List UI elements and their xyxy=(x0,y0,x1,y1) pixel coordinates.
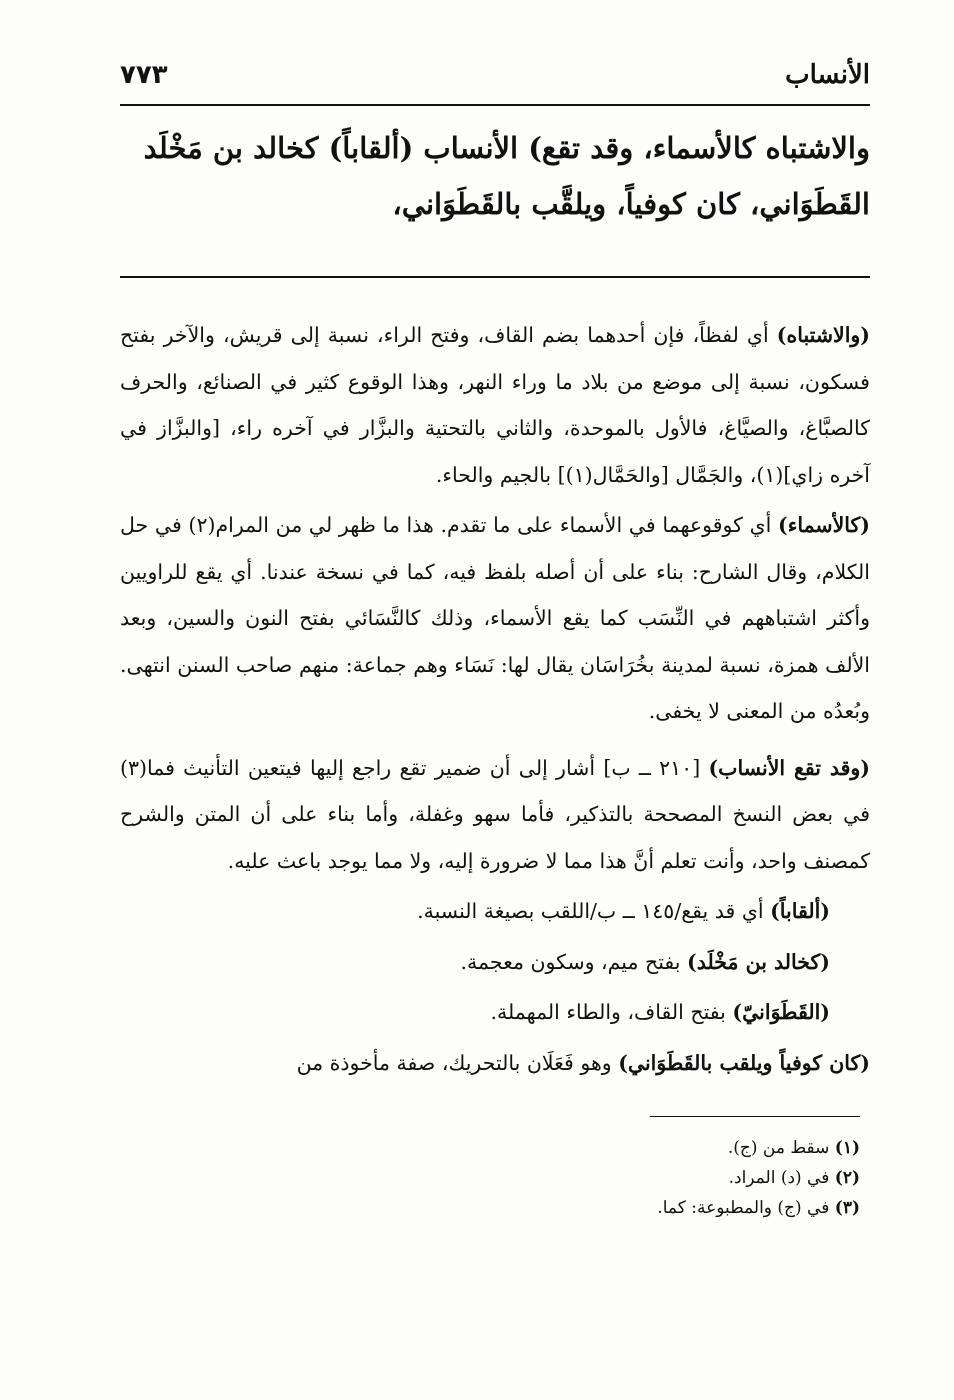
footnote xyxy=(120,1193,870,1223)
footnotes xyxy=(120,1133,870,1223)
lemma: (والاشتباه) xyxy=(776,323,870,347)
commentary-text: بفتح القاف، والطاء المهملة. xyxy=(490,1000,733,1024)
footnote-text: في (ج) والمطبوعة: كما. xyxy=(657,1198,830,1218)
lemma: (وقد تقع الأنساب) xyxy=(708,755,871,780)
commentary-text: أي لفظاً، فإن أحدهما بضم القاف، وفتح الراء، نسبة إلى قريش، والآخر بفتح فسكون، نسبة إلى موضع من بلاد ما وراء النهر، وهذا الوقوع كثير في الصنائع، والحرف كالصبَّاغ، والصيَّاغ، فالأول بالموحدة، والثاني بالتحتية والبزَّار في آخره راء، [والبزَّاز في آخره زاي](١)، والجَمَّال [والحَمَّال(١)] بالجيم والحاء. xyxy=(120,323,870,487)
footnote-number: (٢) xyxy=(834,1168,860,1188)
commentary-text: وهو فَعَلَان بالتحريك، صفة مأخوذة من xyxy=(296,1050,619,1075)
commentary-paragraph xyxy=(120,939,870,986)
lemma: (كالأسماء) xyxy=(778,513,871,537)
main-text-line-2: القَطَوَاني، كان كوفياً، ويلقَّب بالقَطَوَاني، xyxy=(392,187,870,221)
commentary xyxy=(120,312,870,1086)
commentary-paragraph xyxy=(120,1040,870,1087)
commentary-text: أي كوقوعهما في الأسماء على ما تقدم. هذا ما ظهر لي من المرام(٢) في حل الكلام، وقال الشارح: بناء على أن أصله بلفظ فيه، كما في نسخة عندنا. أي يقع للراويين وأكثر اشتباههم في النِّسَب كما يقع الأسماء، وذلك كالنَّسَائي بفتح النون والسين، وبعد الألف همزة، نسبة لمدينة بخُرَاسَان يقال لها: نَسَاء وهم جماعة: منهم صاحب السنن انتهى. وبُعدُه من المعنى لا يخفى. xyxy=(120,513,870,723)
footnote-number: (١) xyxy=(834,1138,860,1158)
footnote xyxy=(120,1133,870,1163)
commentary-paragraph xyxy=(120,989,870,1036)
commentary-paragraph xyxy=(120,745,870,885)
page-number: ٧٧٣ xyxy=(120,60,168,90)
running-title: الأنساب xyxy=(785,60,870,90)
lemma: (القَطَوَانيّ) xyxy=(732,1000,830,1024)
text-commentary-separator xyxy=(120,276,870,278)
page-header xyxy=(120,60,870,104)
commentary-paragraph xyxy=(120,888,870,935)
header-rule xyxy=(120,104,870,106)
main-text-line-1: والاشتباه كالأسماء، وقد تقع) الأنساب (ألقاباً) كخالد بن مَخْلَد xyxy=(143,131,870,165)
footnote-text: سقط من (ج). xyxy=(727,1138,830,1158)
commentary-paragraph xyxy=(120,312,870,498)
commentary-text: أي قد يقع/١٤٥ ــ ب/اللقب بصيغة النسبة. xyxy=(417,899,771,923)
lemma: (كخالد بن مَخْلَد) xyxy=(687,949,830,974)
commentary-text: [٢١٠ ــ ب] أشار إلى أن ضمير تقع راجع إليها فيتعين التأنيث فما(٣) في بعض النسخ المصححة بالتذكير، فأما سهو وغفلة، وأما بناء على أن المتن والشرح كمصنف واحد، وأنت تعلم أنَّ هذا مما لا ضرورة إليه، ولا مما يوجد باعث عليه. xyxy=(120,755,870,873)
footnote-text: في (د) المراد. xyxy=(728,1168,830,1188)
footnote xyxy=(120,1163,870,1193)
lemma: (ألقاباً) xyxy=(770,899,830,923)
commentary-paragraph xyxy=(120,502,870,735)
footnote-number: (٣) xyxy=(834,1198,860,1218)
book-page xyxy=(120,60,870,1223)
main-text xyxy=(120,120,870,232)
lemma: (كان كوفياً ويلقب بالقَطَوَاني) xyxy=(618,1050,870,1075)
commentary-text: بفتح ميم، وسكون معجمة. xyxy=(460,949,687,974)
footnote-rule xyxy=(650,1116,860,1117)
